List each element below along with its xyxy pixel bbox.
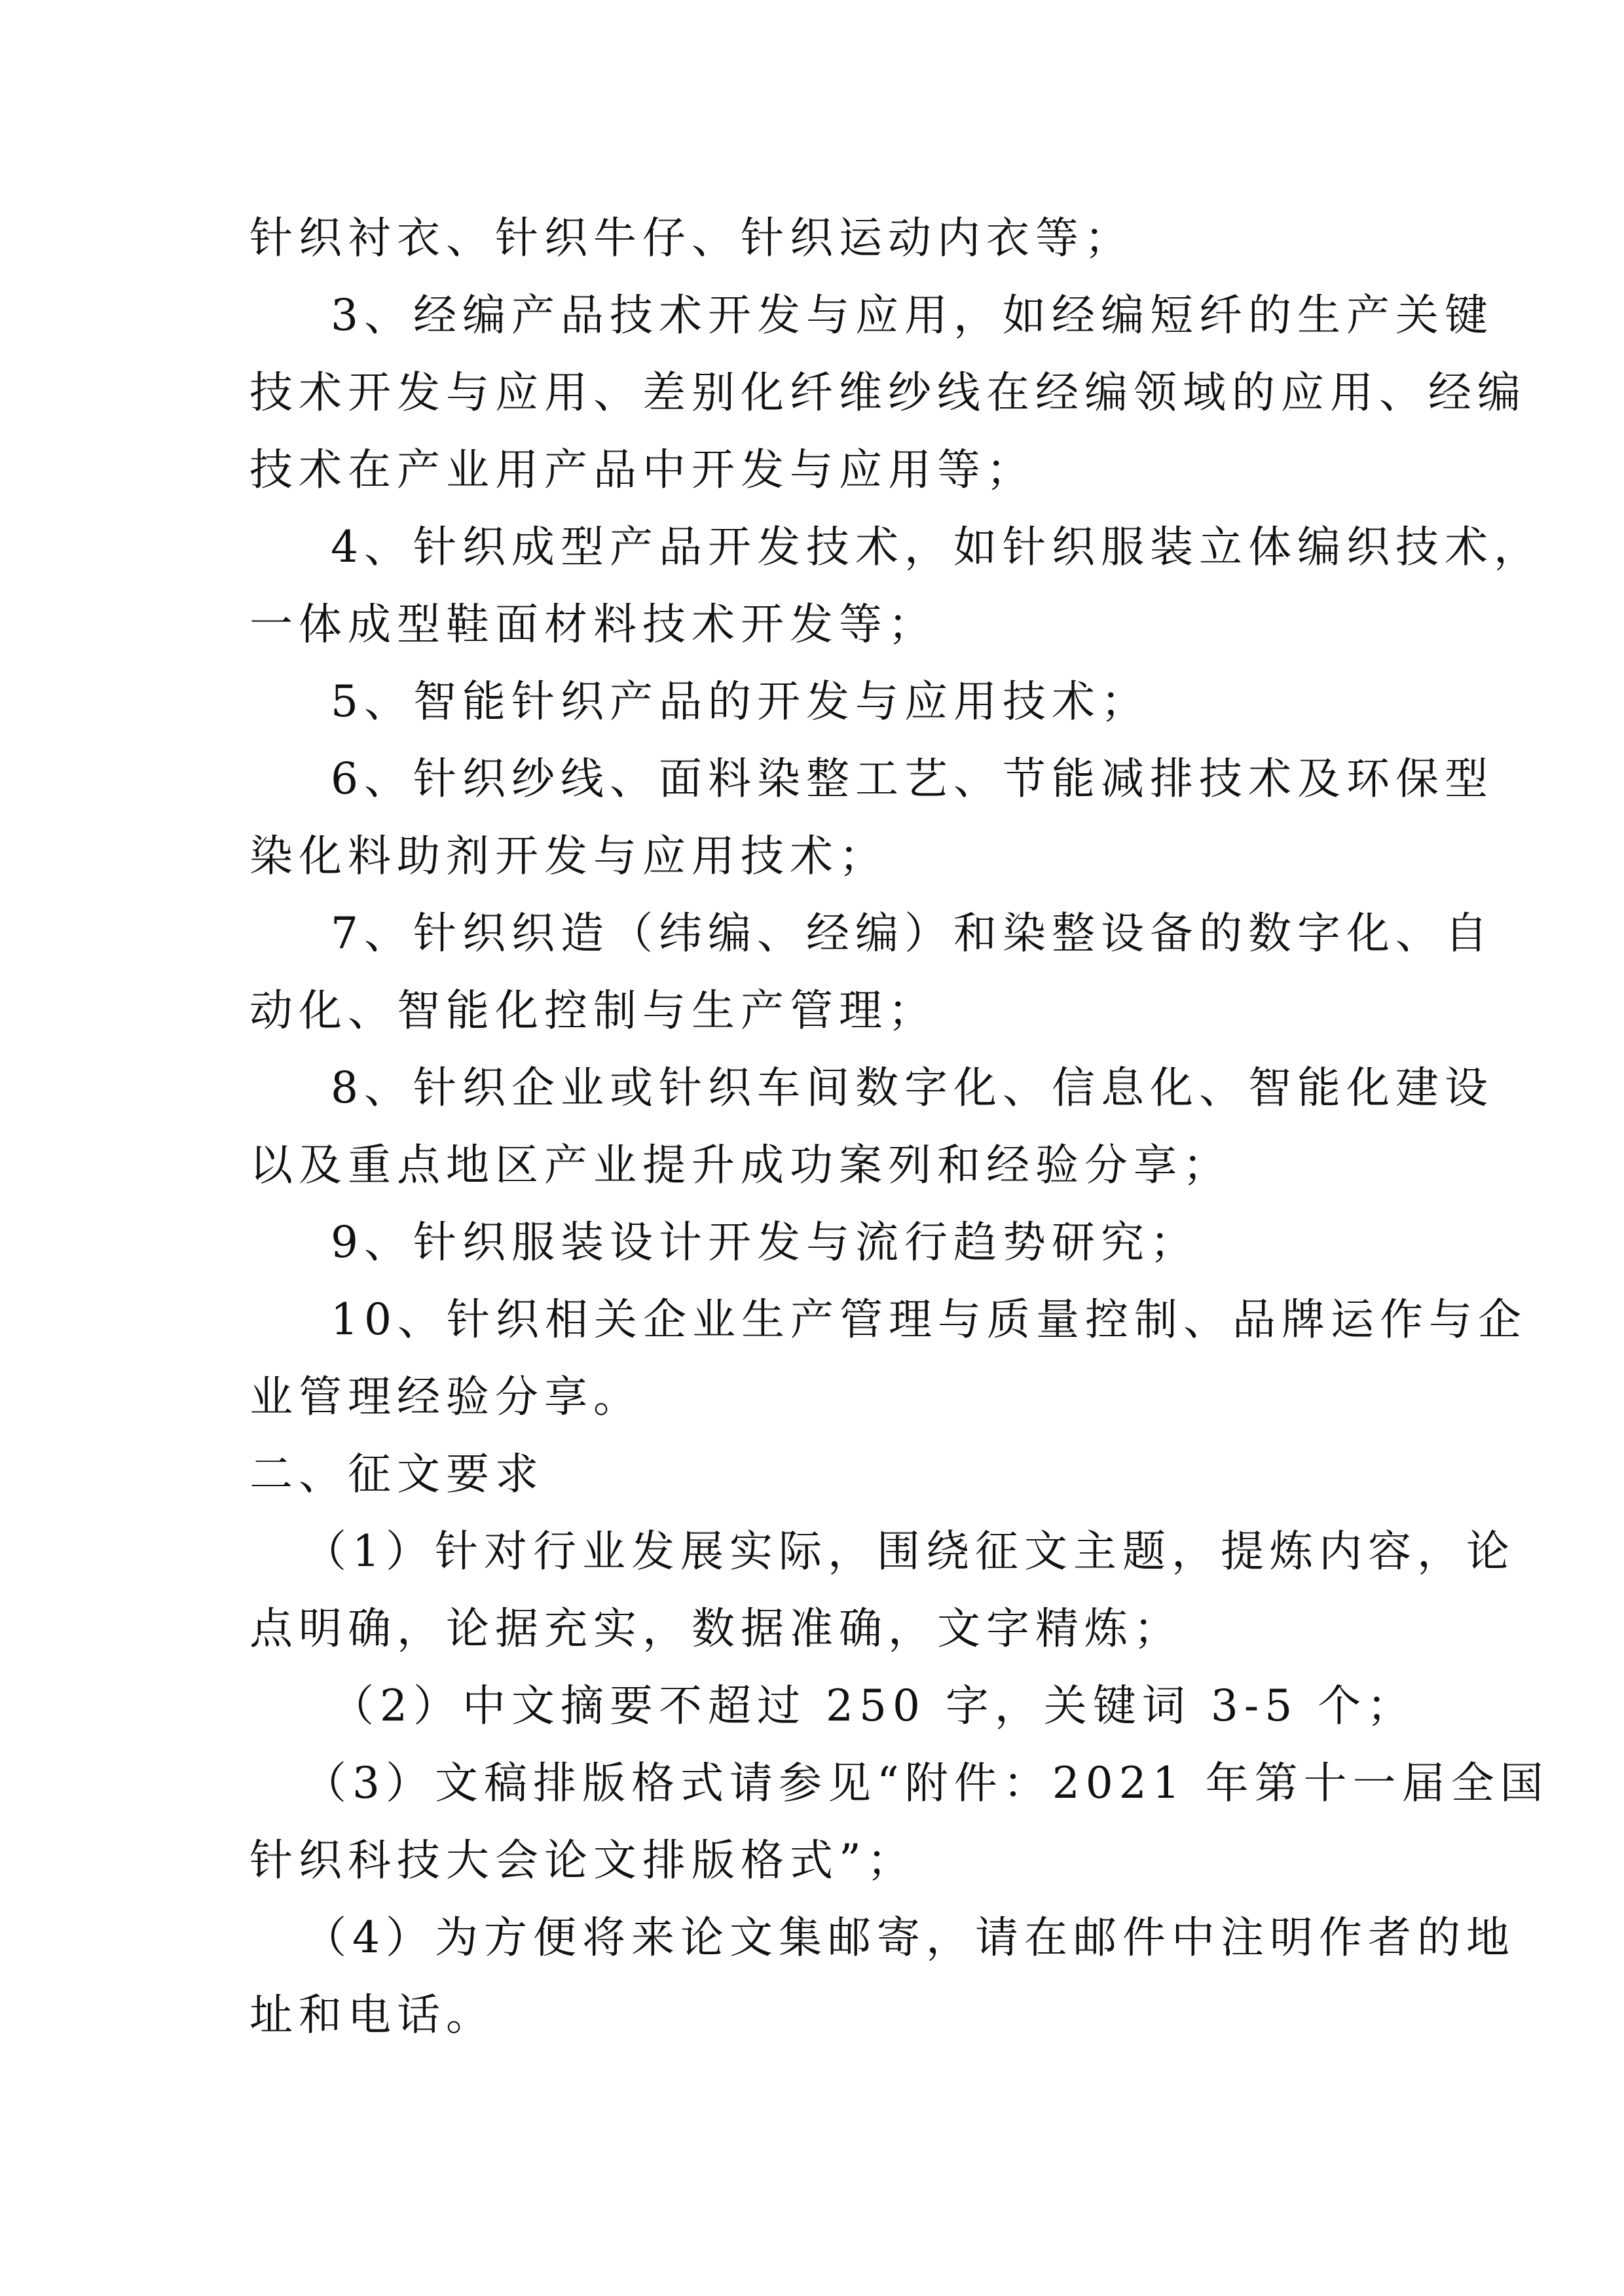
text-line: 业管理经验分享。 [249,1372,642,1422]
text-line: 针织科技大会论文排版格式”； [249,1835,916,1886]
section-heading: 二、征文要求 [249,1449,544,1499]
text-line: （2）中文摘要不超过 250 字，关键词 3-5 个； [331,1681,1416,1731]
text-line: 技术开发与应用、差别化纤维纱线在经编领域的应用、经编 [249,367,1526,418]
text-line: 针织衬衣、针织牛仔、针织运动内衣等； [249,213,1134,263]
text-line: 技术在产业用产品中开发与应用等； [249,445,1035,495]
text-line: （4）为方便将来论文集邮寄，请在邮件中注明作者的地 [303,1912,1515,1963]
text-line: （3）文稿排版格式请参见“附件：2021 年第十一届全国 [303,1758,1549,1808]
text-line: 一体成型鞋面材料技术开发等； [249,599,937,649]
text-line: （1）针对行业发展实际，围绕征文主题，提炼内容，论 [303,1526,1515,1576]
text-line: 5、智能针织产品的开发与应用技术； [331,676,1150,727]
document-body [249,200,1549,2054]
text-line: 7、针织织造（纬编、经编）和染整设备的数字化、自 [331,908,1494,958]
text-line: 址和电话。 [249,1990,495,2040]
text-line: 9、针织服装设计开发与流行趋势研究； [331,1217,1199,1267]
text-line: 3、经编产品技术开发与应用，如经编短纤的生产关键 [331,290,1494,340]
text-line: 4、针织成型产品开发技术，如针织服装立体编织技术， [331,522,1543,572]
text-line: 10、针织相关企业生产管理与质量控制、品牌运作与企 [331,1294,1527,1345]
text-line: 8、针织企业或针织车间数字化、信息化、智能化建设 [331,1063,1494,1113]
text-line: 动化、智能化控制与生产管理； [249,985,937,1036]
text-line: 6、针织纱线、面料染整工艺、节能减排技术及环保型 [331,754,1494,804]
text-line: 染化料助剂开发与应用技术； [249,831,888,881]
text-line: 点明确，论据充实，数据准确，文字精炼； [249,1603,1183,1654]
text-line: 以及重点地区产业提升成功案列和经验分享； [249,1140,1232,1190]
